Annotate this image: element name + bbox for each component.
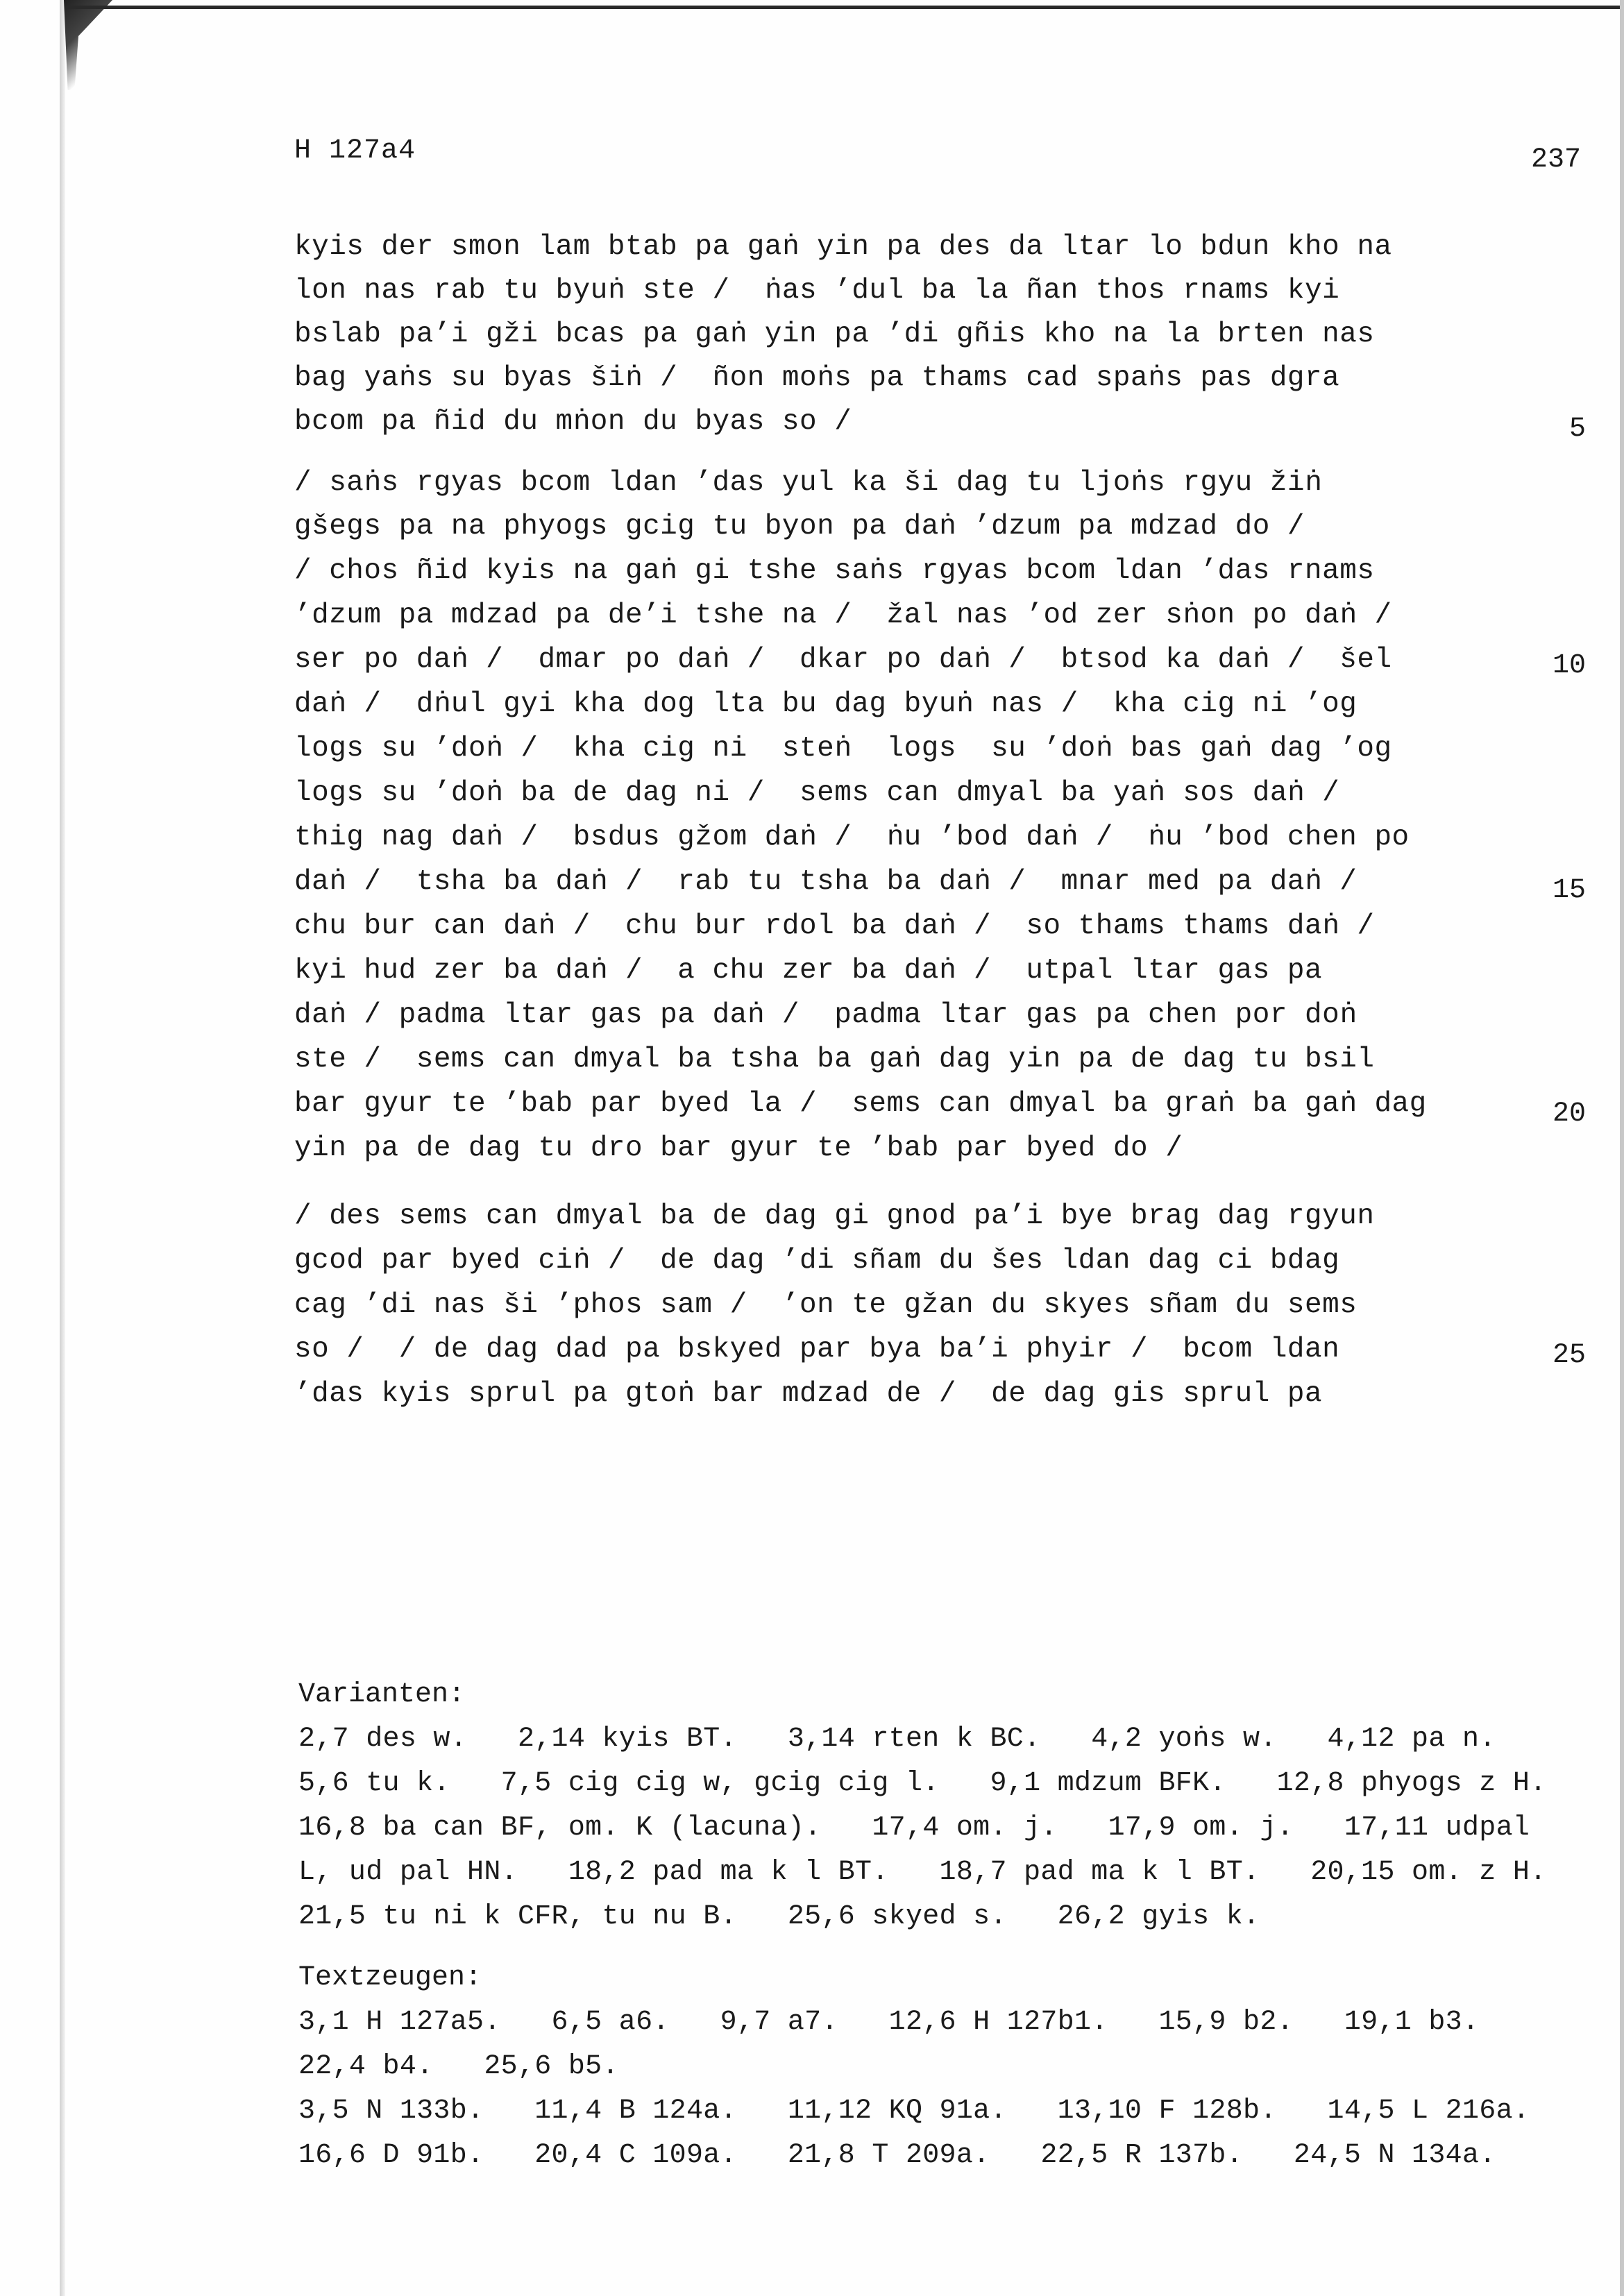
page-header-reference: H 127a4 <box>294 135 416 167</box>
line-number-25: 25 <box>1552 1340 1586 1371</box>
text-line-16: chu bur can daṅ / chu bur rdol ba daṅ / so thams thams daṅ / <box>294 910 1375 942</box>
varianten-line-4: L, ud pal HN. 18,2 pad ma k l BT. 18,7 pad ma k l BT. 20,15 om. z H. <box>298 1857 1547 1888</box>
text-line-11: daṅ / dṅul gyi kha dog lta bu dag byuṅ nas / kha cig ni ’og <box>294 688 1357 720</box>
text-line-20: bar gyur te ’bab par byed la / sems can dmyal ba graṅ ba gaṅ dag <box>294 1088 1427 1120</box>
varianten-line-1: 2,7 des w. 2,14 kyis BT. 3,14 rten k BC. 4,2 yoṅs w. 4,12 pa n. <box>298 1724 1496 1755</box>
textzeugen-line-4: 16,6 D 91b. 20,4 C 109a. 21,8 T 209a. 22,5 R 137b. 24,5 N 134a. <box>298 2140 1496 2171</box>
textzeugen-line-1: 3,1 H 127a5. 6,5 a6. 9,7 a7. 12,6 H 127b1. 15,9 b2. 19,1 b3. <box>298 2007 1480 2038</box>
text-line-21: yin pa de dag tu dro bar gyur te ’bab par byed do / <box>294 1132 1183 1164</box>
text-line-1: kyis der smon lam btab pa gaṅ yin pa des da ltar lo bdun kho na <box>294 231 1392 263</box>
text-line-6: / saṅs rgyas bcom ldan ’das yul ka ši dag tu ljoṅs rgyu žiṅ <box>294 467 1323 499</box>
text-line-26: ’das kyis sprul pa gtoṅ bar mdzad de / de dag gis sprul pa <box>294 1378 1323 1410</box>
text-line-18: daṅ / padma ltar gas pa daṅ / padma ltar gas pa chen por doṅ <box>294 999 1357 1031</box>
text-line-24: cag ’di nas ši ’phos sam / ’on te gžan du skyes sñam du sems <box>294 1289 1357 1321</box>
text-line-12: logs su ’doṅ / kha cig ni steṅ logs su ’doṅ bas gaṅ dag ’og <box>294 733 1392 765</box>
textzeugen-line-2: 22,4 b4. 25,6 b5. <box>298 2051 619 2082</box>
text-line-2: lon nas rab tu byuṅ ste / ṅas ’dul ba la ñan thos rnams kyi <box>294 275 1340 307</box>
scan-right-edge <box>1620 0 1624 2296</box>
scan-top-edge <box>66 6 1624 9</box>
text-line-25: so / / de dag dad pa bskyed par bya ba’i phyir / bcom ldan <box>294 1334 1340 1366</box>
page-number: 237 <box>1531 144 1582 176</box>
text-line-8: / chos ñid kyis na gaṅ gi tshe saṅs rgyas bcom ldan ’das rnams <box>294 555 1375 587</box>
text-line-7: gšegs pa na phyogs gcig tu byon pa daṅ ’dzum pa mdzad do / <box>294 511 1305 543</box>
line-number-5: 5 <box>1568 414 1586 445</box>
scan-left-edge <box>60 0 65 2296</box>
text-line-10: ser po daṅ / dmar po daṅ / dkar po daṅ / btsod ka daṅ / šel <box>294 644 1392 676</box>
textzeugen-heading: Textzeugen: <box>298 1962 482 1993</box>
text-line-13: logs su ’doṅ ba de dag ni / sems can dmyal ba yaṅ sos daṅ / <box>294 777 1340 809</box>
textzeugen-line-3: 3,5 N 133b. 11,4 B 124a. 11,12 KQ 91a. 13,10 F 128b. 14,5 L 216a. <box>298 2095 1530 2127</box>
varianten-line-2: 5,6 tu k. 7,5 cig cig w, gcig cig l. 9,1 mdzum BFK. 12,8 phyogs z H. <box>298 1768 1547 1799</box>
text-line-17: kyi hud zer ba daṅ / a chu zer ba daṅ / utpal ltar gas pa <box>294 955 1323 987</box>
text-line-22: / des sems can dmyal ba de dag gi gnod pa’i bye brag dag rgyun <box>294 1200 1375 1232</box>
line-number-10: 10 <box>1552 650 1586 681</box>
varianten-line-5: 21,5 tu ni k CFR, tu nu B. 25,6 skyed s. 26,2 gyis k. <box>298 1901 1260 1932</box>
text-line-5: bcom pa ñid du mṅon du byas so / <box>294 406 852 438</box>
text-line-19: ste / sems can dmyal ba tsha ba gaṅ dag yin pa de dag tu bsil <box>294 1044 1375 1075</box>
varianten-heading: Varianten: <box>298 1679 466 1710</box>
text-line-15: daṅ / tsha ba daṅ / rab tu tsha ba daṅ / mnar med pa daṅ / <box>294 866 1357 898</box>
text-line-3: bslab pa’i gži bcas pa gaṅ yin pa ’di gñis kho na la brten nas <box>294 318 1375 350</box>
varianten-line-3: 16,8 ba can BF, om. K (lacuna). 17,4 om. j. 17,9 om. j. 17,11 udpal <box>298 1812 1530 1844</box>
text-line-23: gcod par byed ciṅ / de dag ’di sñam du šes ldan dag ci bdag <box>294 1245 1340 1277</box>
line-number-15: 15 <box>1552 875 1586 906</box>
scan-corner-shadow <box>64 0 112 90</box>
line-number-20: 20 <box>1552 1098 1586 1130</box>
text-line-9: ’dzum pa mdzad pa de’i tshe na / žal nas ’od zer sṅon po daṅ / <box>294 599 1392 631</box>
text-line-14: thig nag daṅ / bsdus gžom daṅ / ṅu ’bod daṅ / ṅu ’bod chen po <box>294 822 1410 853</box>
text-line-4: bag yaṅs su byas šiṅ / ñon moṅs pa thams cad spaṅs pas dgra <box>294 362 1340 394</box>
